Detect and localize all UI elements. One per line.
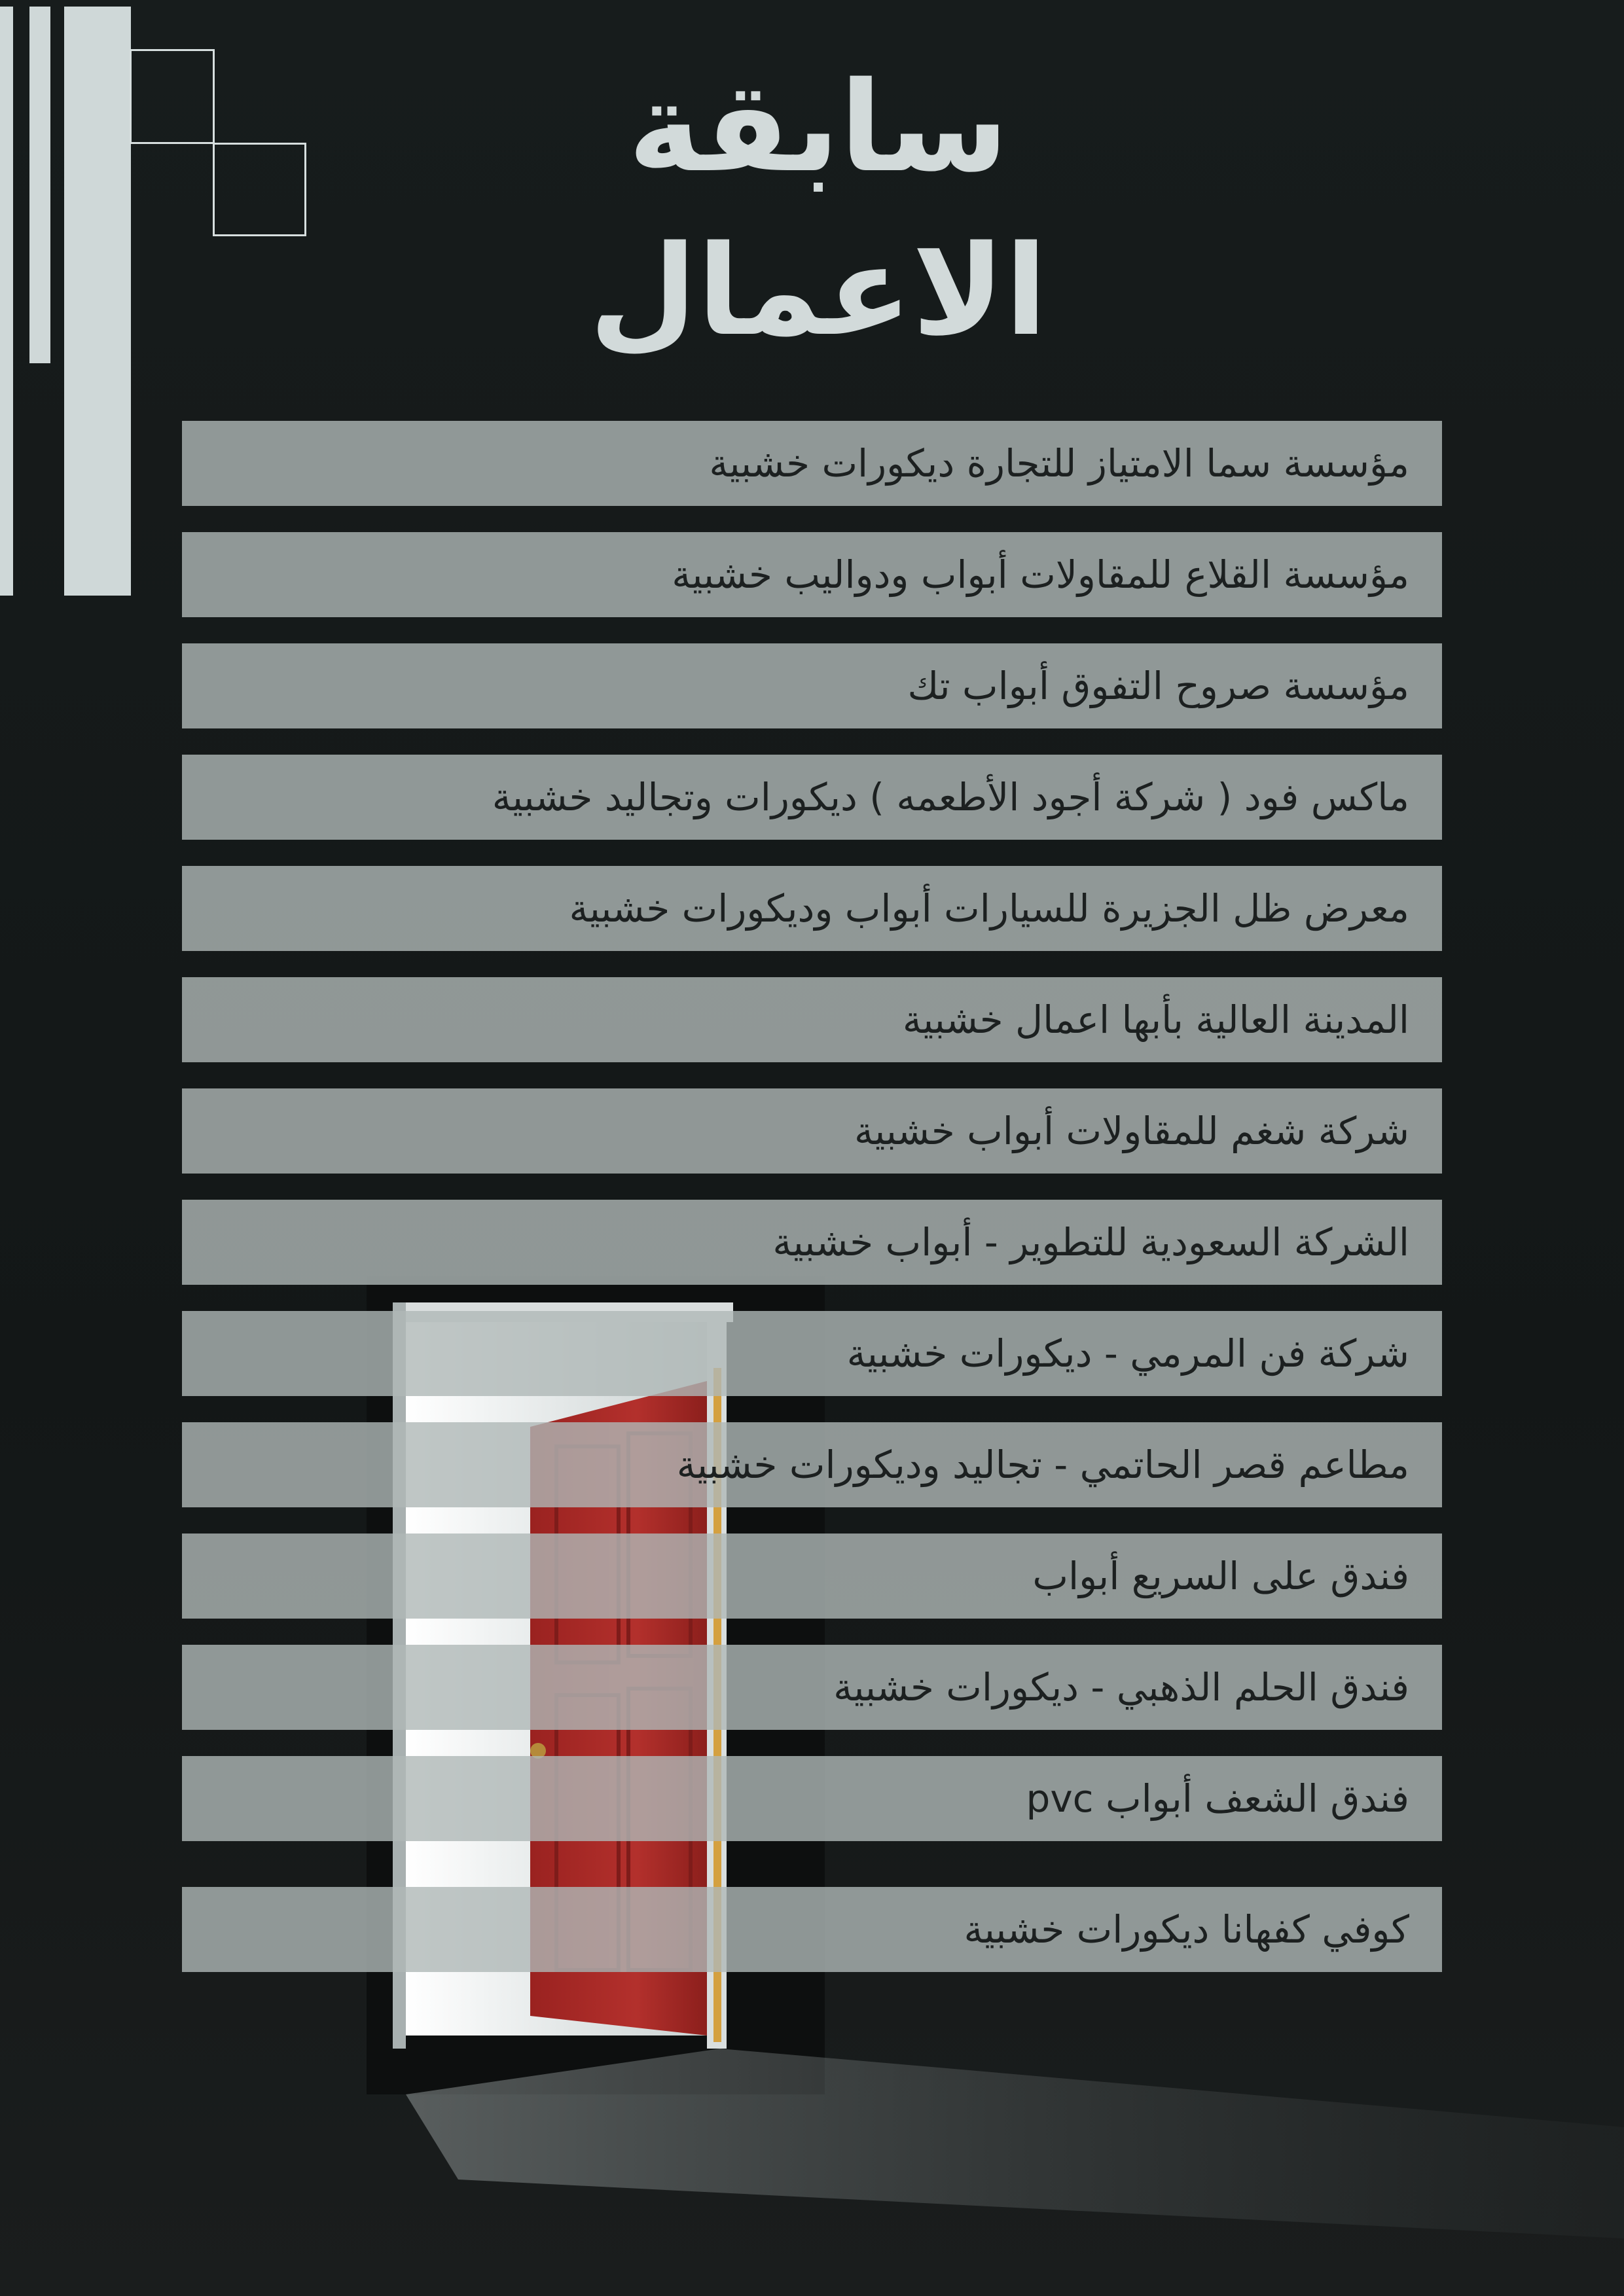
decor-bar-thin-left xyxy=(0,7,13,596)
decor-square-bottom xyxy=(213,143,306,236)
decor-bar-wide xyxy=(64,7,131,596)
project-row-8: الشركة السعودية للتطوير - أبواب خشبية xyxy=(182,1200,1442,1285)
project-row-14: كوفي كفهانا ديكورات خشبية xyxy=(182,1887,1442,1972)
project-row-2: مؤسسة القلاع للمقاولات أبواب ودواليب خشبية xyxy=(182,532,1442,617)
project-row-10: مطاعم قصر الحاتمي - تجاليد وديكورات خشبية xyxy=(182,1422,1442,1507)
page-title: سابقة الاعمال xyxy=(589,55,1047,363)
project-row-12: فندق الحلم الذهبي - ديكورات خشبية xyxy=(182,1645,1442,1730)
project-row-7: شركة شغم للمقاولات أبواب خشبية xyxy=(182,1088,1442,1174)
decor-square-top xyxy=(130,49,215,144)
project-row-11: فندق على السريع أبواب xyxy=(182,1534,1442,1619)
project-row-5: معرض ظل الجزيرة للسيارات أبواب وديكورات خشبية xyxy=(182,866,1442,951)
project-row-4: ماكس فود ( شركة أجود الأطعمه ) ديكورات وتجاليد خشبية xyxy=(182,755,1442,840)
project-row-9: شركة فن المرمي - ديكورات خشبية xyxy=(182,1311,1442,1396)
project-row-6: المدينة العالية بأبها اعمال خشبية xyxy=(182,977,1442,1062)
project-row-13: فندق الشعف أبواب pvc xyxy=(182,1756,1442,1841)
project-row-1: مؤسسة سما الامتياز للتجارة ديكورات خشبية xyxy=(182,421,1442,506)
decor-bar-thin xyxy=(29,7,50,363)
project-row-3: مؤسسة صروح التفوق أبواب تك xyxy=(182,643,1442,728)
